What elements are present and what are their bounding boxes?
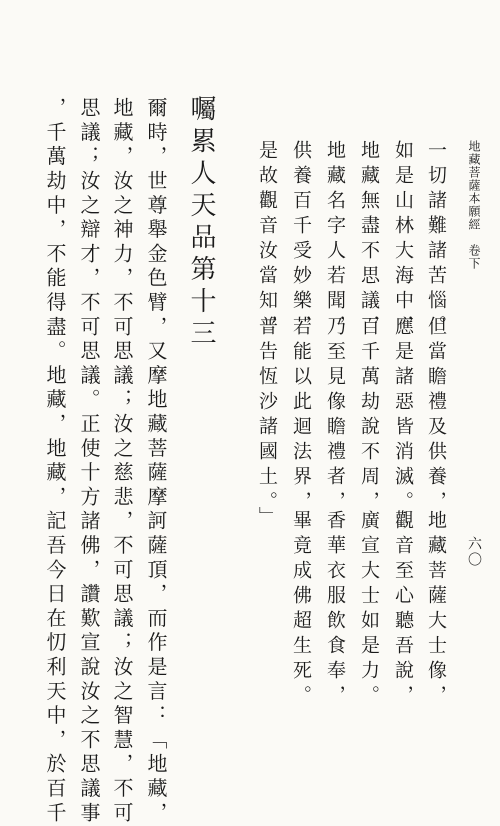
verse-line: 供養百千受妙樂， bbox=[290, 140, 312, 340]
verse-line: 應是諸惡皆消滅。 bbox=[392, 316, 414, 516]
verse-line: 廣宣大士如是力。 bbox=[358, 510, 380, 710]
verse-line: 若能以此迴法界， bbox=[290, 316, 312, 516]
verse-line: 地藏菩薩大士像， bbox=[425, 510, 447, 710]
running-header: 地藏菩薩本願經 卷下 bbox=[467, 140, 481, 270]
verse-line: 是故觀音汝當知， bbox=[256, 140, 278, 340]
verse-line: 乃至見像瞻禮者， bbox=[324, 316, 346, 516]
prose-line: 地藏，汝之神力，不可思議；汝之慈悲，不可思議；汝之智慧，不可 bbox=[110, 97, 134, 826]
verse-line: 地藏無盡不思議， bbox=[358, 140, 380, 340]
verse-line: 地藏名字人若聞， bbox=[324, 140, 346, 340]
verse-line: 觀音至心聽吾說， bbox=[392, 510, 414, 710]
verse-line: 如是山林大海中， bbox=[392, 140, 414, 340]
verse-line: 百千萬劫說不周， bbox=[358, 316, 380, 516]
verse-line: 但當瞻禮及供養， bbox=[425, 316, 447, 516]
prose-line: ，千萬劫中，不能得盡。地藏，地藏，記吾今日在忉利天中，於百千 bbox=[43, 97, 67, 826]
chapter-title: 囑累人天品第十三 bbox=[186, 95, 216, 351]
verse-line: 普告恆沙諸國土。」 bbox=[256, 316, 278, 532]
verse-line: 畢竟成佛超生死。 bbox=[290, 510, 312, 710]
prose-line: 思議；汝之辯才，不可思議。正使十方諸佛，讚歎宣說汝之不思議事 bbox=[77, 97, 101, 826]
prose-line: 爾時，世尊舉金色臂，又摩地藏菩薩摩訶薩頂，而作是言：「地藏， bbox=[144, 97, 168, 826]
page-number: 六〇 bbox=[466, 536, 482, 568]
verse-line: 香華衣服飲食奉， bbox=[324, 510, 346, 710]
verse-line: 一切諸難諸苦惱。 bbox=[425, 140, 447, 340]
